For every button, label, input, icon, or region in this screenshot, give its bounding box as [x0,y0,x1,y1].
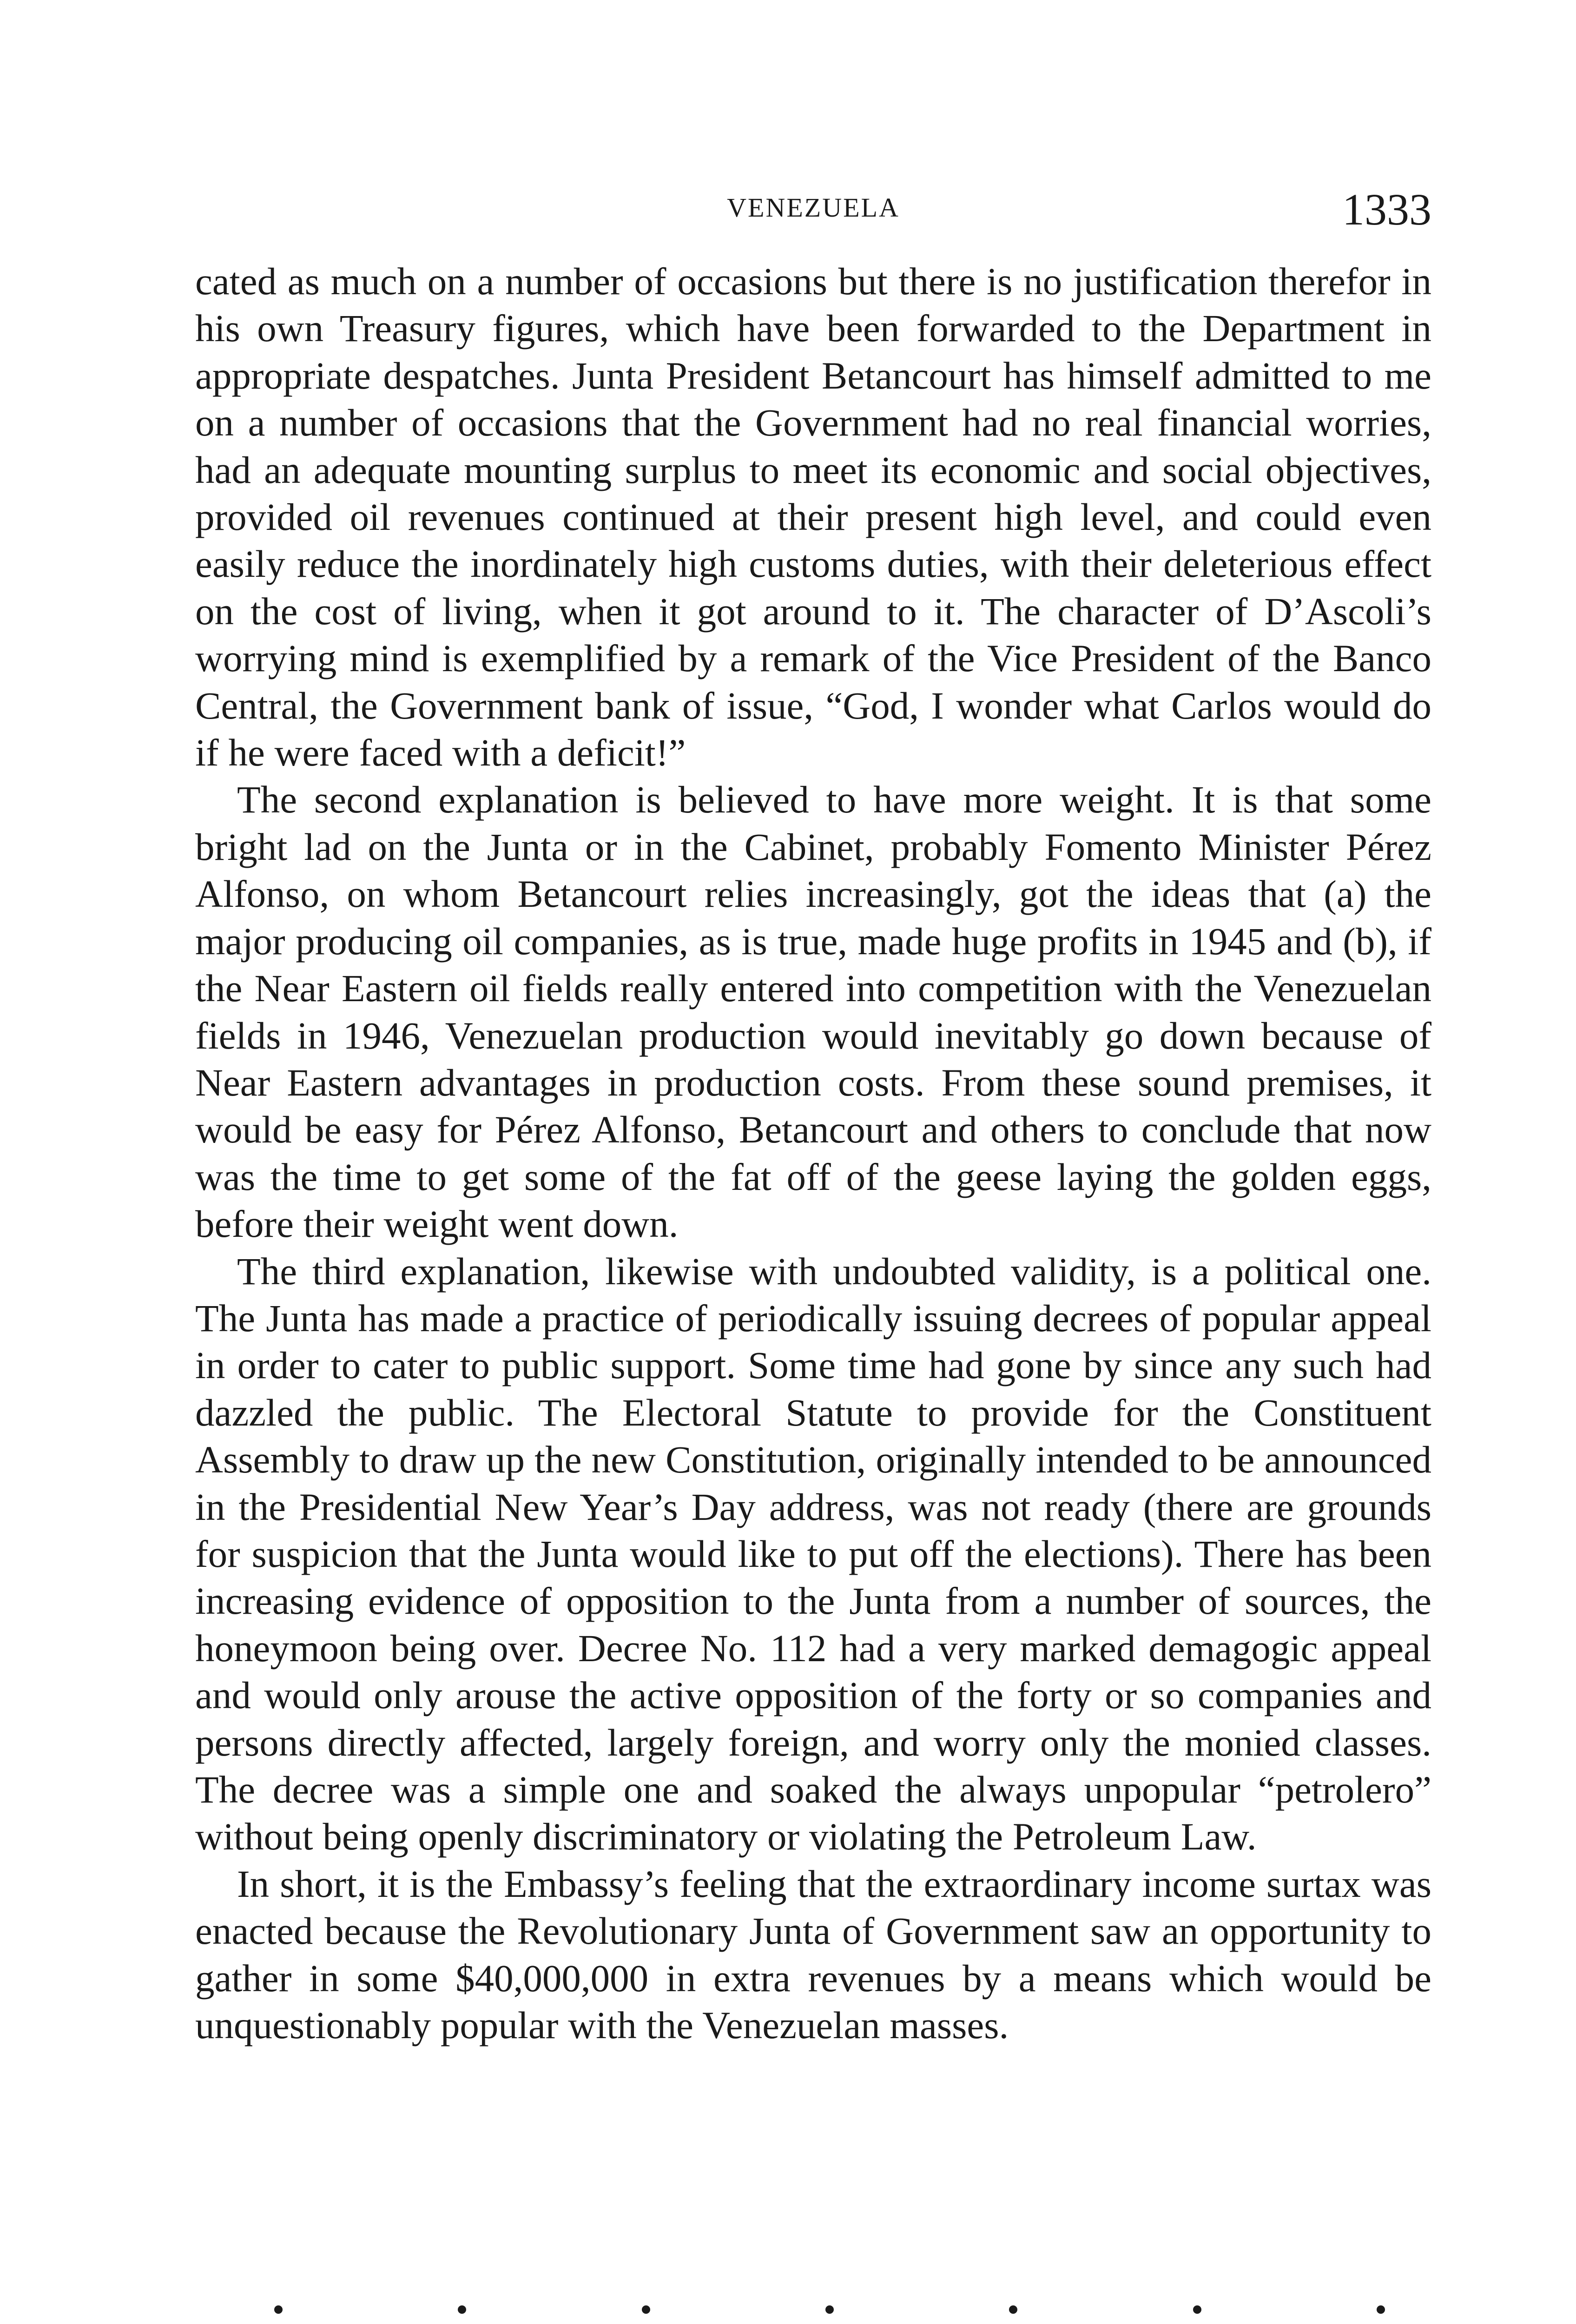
body-text [195,258,1431,2049]
ellipsis-dot [825,2305,834,2314]
paragraph-continued: cated as much on a number of occasions but there is no justification therefor in his own Treasury figures, which have been forwarded to the Department in appropriate despatches. Junta President Betancourt has himself admitted to me on a number of occasions that the Government had no real financial worries, had an adequate mounting surplus to meet its economic and social objectives, provided oil revenues continued at their present high level, and could even easily reduce the inordinately high customs duties, with their deleterious effect on the cost of living, when it got around to it. The character of D’Ascoli’s worrying mind is exemplified by a remark of the Vice President of the Banco Central, the Government bank of issue, “God, I wonder what Carlos would do if he were faced with a deficit!” [195,260,1431,774]
paragraph-third-explanation: The third explanation, likewise with undoubted validity, is a political one. The Junta has made a practice of periodically issuing decrees of popular appeal in order to cater to public support. Some time had gone by since any such had dazzled the public. The Electoral Statute to provide for the Constituent Assembly to draw up the new Constitution, originally intended to be announced in the Presidential New Year’s Day address, was not ready (there are grounds for suspicion that the Junta would like to put off the elections). There has been increasing evidence of opposition to the Junta from a number of sources, the honeymoon being over. Decree No. 112 had a very marked demagogic appeal and would only arouse the active opposition of the forty or so companies and persons directly affected, largely foreign, and worry only the monied classes. The decree was a simple one and soaked the always unpopular “petrolero” without being openly discriminatory or violating the Petroleum Law. [195,1249,1431,1858]
ellipsis-dot [642,2305,650,2314]
page-number: 1333 [1342,185,1431,234]
ellipsis-dot [274,2305,283,2314]
paragraph-second-explanation: The second explanation is believed to have more weight. It is that some bright lad on the Junta or in the Cabinet, probably Fomento Minister Pérez Alfonso, on whom Betancourt relies increasingly, got the ideas that (a) the major producing oil companies, as is true, made huge profits in 1945 and (b), if the Near Eastern oil fields really entered into competition with the Venezuelan fields in 1946, Venezuelan production would inevitably go down because of Near Eastern advantages in production costs. From these sound premises, it would be easy for Pérez Alfonso, Betancourt and others to conclude that now was the time to get some of the fat off of the geese laying the golden eggs, before their weight went down. [195,778,1431,1246]
running-head [195,184,1431,235]
running-title: VENEZUELA [727,192,900,223]
paragraph-conclusion: In short, it is the Embassy’s feeling that the extraordinary income surtax was enacted because the Revolutionary Junta of Government saw an opportunity to gather in some $40,000,000 in extra revenues by a means which would be unquestionably popular with the Venezuelan masses. [195,1862,1431,2047]
omission-ellipsis [195,2305,1431,2324]
ellipsis-dot [1193,2305,1201,2314]
ellipsis-dot [458,2305,466,2314]
ellipsis-dot [1009,2305,1017,2314]
ellipsis-dot [1377,2305,1385,2314]
